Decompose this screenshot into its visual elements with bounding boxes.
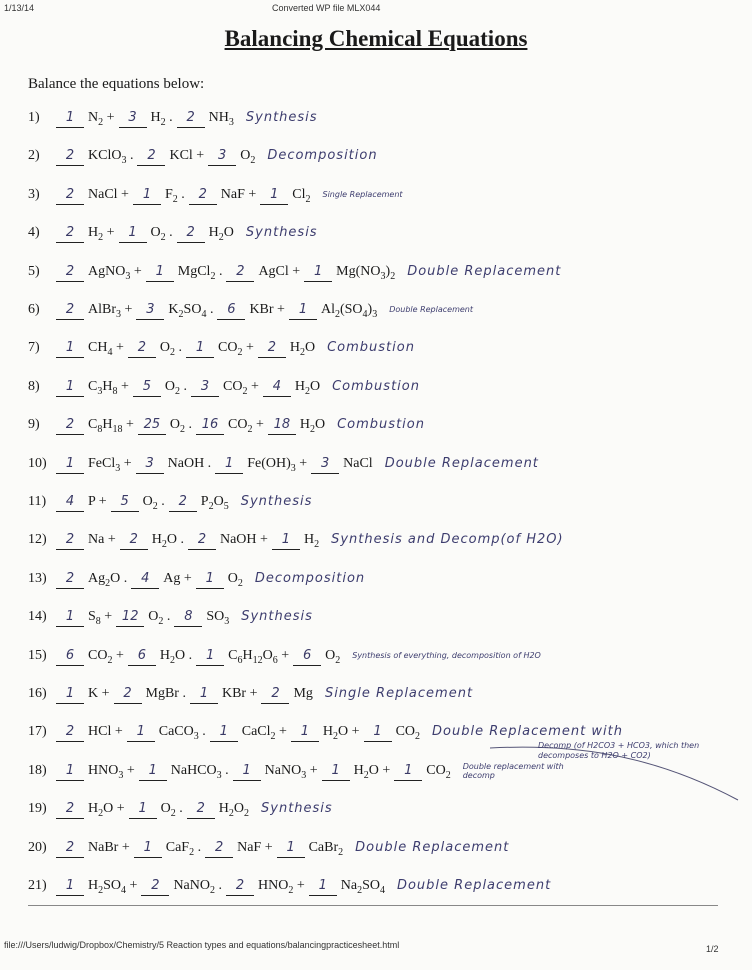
equation-number: 18) — [28, 762, 47, 778]
formula-term: $H_2O_2$ — [218, 801, 250, 819]
equation-row — [28, 490, 312, 514]
formula-term: MgCl$_2$ . — [177, 263, 223, 282]
coefficient-blank[interactable]: 1 — [196, 647, 224, 666]
equation-row — [28, 605, 313, 629]
reaction-type-note: Combustion — [327, 340, 415, 356]
formula-term: $S_8$ + — [88, 609, 113, 627]
coefficient-blank[interactable]: 4 — [131, 570, 159, 589]
formula-term: CaF$_2$ . — [165, 839, 202, 858]
formula-term: P + — [88, 494, 107, 509]
coefficient-blank[interactable]: 1 — [364, 723, 392, 742]
coefficient-blank[interactable]: 3 — [119, 109, 147, 128]
equation-number: 9) — [28, 417, 40, 433]
equation-number: 16) — [28, 686, 47, 701]
coefficient-blank[interactable]: 5 — [111, 493, 139, 512]
equation-row — [28, 644, 682, 668]
reaction-type-note: Synthesis — [245, 110, 318, 125]
coefficient-blank[interactable]: 2 — [169, 493, 197, 512]
equation-number: 2) — [28, 148, 40, 164]
formula-term: $O_2$ . — [148, 609, 171, 627]
coefficient-blank[interactable]: 2 — [128, 339, 156, 358]
formula-term: $Ag_2O$ . — [88, 570, 128, 589]
coefficient-blank[interactable]: 3 — [208, 147, 236, 166]
formula-term: $NH_3$ — [208, 110, 234, 128]
coefficient-blank[interactable]: 2 — [187, 800, 215, 819]
coefficient-blank[interactable]: 8 — [174, 608, 202, 627]
coefficient-blank[interactable]: 1 — [146, 263, 174, 282]
coefficient-blank[interactable]: 1 — [56, 378, 84, 397]
formula-term: CaCO$_3$ . — [158, 724, 206, 743]
coefficient-blank[interactable]: 1 — [56, 762, 84, 781]
equation-row — [28, 221, 318, 245]
coefficient-blank[interactable]: 6 — [128, 647, 156, 666]
formula-term: $CO_2$ + — [223, 378, 259, 397]
reaction-type-note: Single Replacement — [324, 686, 474, 701]
reaction-type-note: Synthesis — [240, 494, 313, 509]
header-date: 1/13/14 — [4, 3, 35, 13]
reaction-type-note: Decomposition — [254, 570, 366, 586]
formula-term: KBr + — [249, 302, 285, 317]
coefficient-blank[interactable]: 3 — [191, 378, 219, 397]
coefficient-blank[interactable]: 1 — [139, 762, 167, 781]
reaction-type-note: Single Replacement — [322, 190, 403, 200]
coefficient-blank[interactable]: 6 — [293, 647, 321, 666]
coefficient-blank[interactable]: 2 — [56, 839, 84, 858]
coefficient-blank[interactable]: 2 — [56, 186, 84, 205]
reaction-type-note: Synthesis — [261, 801, 333, 817]
formula-term: $H_2$ + — [88, 225, 115, 243]
formula-term: $O_2$ . — [159, 340, 182, 359]
formula-term: $H_2$ — [303, 532, 320, 551]
coefficient-blank[interactable]: 1 — [394, 762, 422, 781]
coefficient-blank[interactable]: 1 — [210, 723, 238, 742]
coefficient-blank[interactable]: 6 — [56, 647, 84, 666]
coefficient-blank[interactable]: 1 — [129, 800, 157, 819]
equation-number: 7) — [28, 340, 40, 356]
reaction-type-note: Decomposition — [267, 148, 378, 164]
equation-row — [28, 413, 425, 437]
coefficient-blank[interactable]: 2 — [261, 685, 289, 704]
equation-row — [28, 874, 551, 898]
formula-term: $H_2O$ + — [88, 801, 125, 819]
coefficient-blank[interactable]: 1 — [56, 109, 84, 128]
equation-number: 8) — [28, 378, 40, 394]
equation-row — [28, 144, 378, 168]
equation-number: 12) — [28, 532, 47, 548]
formula-term: $CO_2$ + — [88, 647, 124, 666]
page-title: Balancing Chemical Equations — [224, 26, 528, 51]
coefficient-blank[interactable]: 1 — [190, 685, 218, 704]
coefficient-blank[interactable]: 1 — [196, 570, 224, 589]
formula-term: $O_2$ . — [169, 417, 192, 435]
coefficient-blank[interactable]: 1 — [289, 301, 317, 320]
equation-number: 19) — [28, 801, 47, 817]
formula-term: AgNO$_3$ + — [88, 263, 142, 282]
coefficient-blank[interactable]: 2 — [188, 531, 216, 550]
coefficient-blank[interactable]: 1 — [56, 339, 84, 358]
coefficient-blank[interactable]: 1 — [127, 723, 155, 742]
formula-term: CaCl$_2$ + — [241, 724, 287, 743]
coefficient-blank[interactable]: 1 — [56, 685, 84, 704]
formula-term: $H_2O$ + — [353, 762, 391, 781]
coefficient-blank[interactable]: 25 — [138, 416, 166, 435]
coefficient-blank[interactable]: 1 — [304, 263, 332, 282]
reaction-type-note: Double Replacement with — [432, 724, 623, 740]
reaction-type-note: Combustion — [337, 417, 425, 433]
equation-row — [28, 528, 564, 552]
coefficient-blank[interactable]: 2 — [205, 839, 233, 858]
reaction-type-note: Synthesis and Decomp(of H2O) — [331, 532, 564, 548]
formula-term: $SO_3$ — [206, 609, 230, 627]
formula-term: $P_2O_5$ — [200, 494, 229, 512]
coefficient-blank[interactable]: 2 — [226, 877, 254, 896]
formula-term: AgCl + — [258, 263, 301, 279]
coefficient-blank[interactable]: 2 — [56, 570, 84, 589]
equation-row — [28, 183, 443, 207]
equation-row — [28, 375, 420, 399]
equation-row — [28, 567, 365, 591]
coefficient-blank[interactable]: 2 — [56, 301, 84, 320]
formula-term: $O_2$ . — [142, 494, 165, 512]
coefficient-blank[interactable]: 16 — [196, 416, 224, 435]
coefficient-blank[interactable]: 1 — [186, 339, 214, 358]
coefficient-blank[interactable]: 3 — [136, 301, 164, 320]
coefficient-blank[interactable]: 2 — [56, 263, 84, 282]
formula-term: NaCl + — [88, 186, 129, 202]
formula-term: $H_2O$ — [289, 340, 316, 359]
coefficient-blank[interactable]: 1 — [215, 455, 243, 474]
equation-number: 4) — [28, 225, 40, 241]
coefficient-blank[interactable]: 2 — [177, 109, 205, 128]
equation-number: 10) — [28, 455, 47, 471]
formula-term: $H_2O$ . — [159, 647, 193, 666]
reaction-type-note: Double Replacement — [384, 455, 539, 471]
formula-term: NaCl — [343, 455, 373, 471]
equation-number: 14) — [28, 609, 47, 625]
formula-term: HCl + — [88, 724, 123, 740]
formula-term: NaF + — [237, 839, 273, 855]
coefficient-blank[interactable]: 2 — [56, 147, 84, 166]
coefficient-blank[interactable]: 1 — [233, 762, 261, 781]
equation-number: 20) — [28, 839, 47, 855]
coefficient-blank[interactable]: 2 — [177, 224, 205, 243]
equation-row — [28, 720, 623, 744]
formula-term: Na + — [88, 532, 116, 548]
formula-term: $K_2SO_4$ . — [168, 302, 214, 320]
formula-term: AlBr$_3$ + — [88, 302, 133, 320]
formula-term: $HNO_2$ + — [257, 878, 305, 896]
formula-term: $H_2O$ + — [322, 724, 360, 743]
equation-number: 3) — [28, 186, 40, 202]
coefficient-blank[interactable]: 1 — [291, 723, 319, 742]
coefficient-blank[interactable]: 2 — [120, 531, 148, 550]
coefficient-blank[interactable]: 6 — [217, 301, 245, 320]
coefficient-blank[interactable]: 3 — [311, 455, 339, 474]
formula-term: $F_2$ . — [164, 186, 185, 205]
formula-term: $Al_2(SO_4)_3$ — [320, 302, 378, 320]
equation-number: 13) — [28, 570, 47, 586]
formula-term: $O_2$ — [325, 647, 341, 666]
coefficient-blank[interactable]: 1 — [322, 762, 350, 781]
equation-number: 21) — [28, 878, 47, 893]
reaction-type-note: Double Replacement — [407, 263, 562, 279]
reaction-type-note: Synthesis — [245, 225, 318, 241]
coefficient-blank[interactable]: 1 — [56, 877, 84, 896]
formula-term: Ag + — [163, 570, 192, 586]
formula-term: $H_2O$ — [299, 417, 326, 435]
formula-term: $H_2SO_4$ + — [88, 878, 138, 896]
formula-term: $O_2$ . — [164, 378, 187, 397]
formula-term: $O_2$ . — [150, 225, 173, 243]
formula-term: NaNO$_2$ . — [173, 878, 222, 896]
formula-term: $CO_2$ — [395, 724, 421, 743]
equation-row — [28, 336, 415, 360]
formula-term: CaBr$_2$ — [308, 839, 344, 858]
coefficient-blank[interactable]: 2 — [56, 531, 84, 550]
equation-number: 6) — [28, 302, 40, 317]
formula-term: $Na_2SO_4$ — [340, 878, 385, 896]
coefficient-blank[interactable]: 2 — [137, 147, 165, 166]
coefficient-blank[interactable]: 2 — [226, 263, 254, 282]
instructions: Balance the equations below: — [28, 76, 205, 92]
header-converted-label: Converted WP file MLX044 — [272, 3, 381, 13]
reaction-type-note: Combustion — [332, 378, 420, 394]
formula-term: NaNO$_3$ + — [264, 762, 318, 781]
reaction-type-note: Double Replacement — [396, 878, 552, 893]
formula-term: $H_2$ . — [150, 110, 173, 128]
coefficient-blank[interactable]: 2 — [114, 685, 142, 704]
equation-number: 1) — [28, 110, 40, 125]
coefficient-blank[interactable]: 1 — [133, 186, 161, 205]
coefficient-blank[interactable]: 2 — [141, 877, 169, 896]
coefficient-blank[interactable]: 4 — [56, 493, 84, 512]
formula-term: $O_2$ . — [160, 801, 183, 819]
formula-term: $CO_2$ — [426, 762, 451, 781]
reaction-type-note: Synthesis — [241, 609, 313, 625]
equation-number: 11) — [28, 494, 47, 509]
formula-term: $O_2$ — [227, 570, 243, 589]
reaction-type-note: Double Replacement — [389, 305, 474, 315]
formula-term: K + — [88, 686, 110, 701]
coefficient-blank[interactable]: 1 — [272, 531, 300, 550]
formula-term: NaHCO$_3$ . — [170, 762, 229, 781]
side-annotation: Decomp (of H2CO3 + HCO3, which then decomposes to H2O + CO2) — [538, 741, 700, 760]
formula-term: FeCl$_3$ + — [88, 455, 132, 474]
coefficient-blank[interactable]: 5 — [133, 378, 161, 397]
equation-number: 17) — [28, 724, 47, 740]
reaction-type-note: Double replacement with decomp — [462, 761, 564, 780]
coefficient-blank[interactable]: 1 — [119, 224, 147, 243]
formula-term: $C_6H_{12}O_6$ + — [228, 647, 290, 666]
formula-term: NaBr + — [88, 839, 130, 855]
formula-term: $H_2O$ — [294, 378, 321, 397]
equation-row — [28, 298, 509, 322]
equation-number: 15) — [28, 647, 47, 663]
formula-term: $Cl_2$ — [292, 186, 311, 205]
formula-term: $Fe(OH)_3$ + — [247, 455, 308, 474]
formula-term: KBr + — [221, 686, 258, 701]
coefficient-blank[interactable]: 2 — [56, 723, 84, 742]
formula-term: $HNO_3$ + — [88, 762, 135, 781]
formula-term: KCl + — [169, 148, 205, 164]
formula-term: $O_2$ — [240, 148, 256, 167]
coefficient-blank[interactable]: 1 — [56, 455, 84, 474]
formula-term: KClO$_3$ . — [88, 148, 134, 167]
coefficient-blank[interactable]: 2 — [56, 800, 84, 819]
formula-term: Mg — [293, 686, 313, 701]
formula-term: MgBr . — [145, 686, 186, 701]
coefficient-blank[interactable]: 1 — [277, 839, 305, 858]
coefficient-blank[interactable]: 18 — [268, 416, 296, 435]
formula-term: $CO_2$ + — [228, 417, 264, 435]
coefficient-blank[interactable]: 1 — [309, 877, 337, 896]
formula-term: $H_2O$ — [208, 225, 234, 243]
coefficient-blank[interactable]: 2 — [56, 416, 84, 435]
coefficient-blank[interactable]: 1 — [260, 186, 288, 205]
formula-term: $CO_2$ + — [217, 340, 254, 359]
equation-row — [28, 106, 318, 130]
coefficient-blank[interactable]: 4 — [263, 378, 291, 397]
footer-file-path: file:///Users/ludwig/Dropbox/Chemistry/5 Reaction types and equations/balancingpracticesheet.html — [4, 940, 400, 950]
formula-term: NaF + — [220, 186, 257, 202]
formula-term: $H_2O$ . — [151, 532, 184, 551]
equation-row — [28, 682, 473, 706]
coefficient-blank[interactable]: 1 — [56, 608, 84, 627]
equation-row — [28, 836, 509, 860]
coefficient-blank[interactable]: 2 — [56, 224, 84, 243]
coefficient-blank[interactable]: 1 — [134, 839, 162, 858]
formula-term: $C_8H_{18}$ + — [88, 417, 134, 435]
formula-term: $N_2$ + — [88, 110, 115, 128]
formula-term: NaOH . — [167, 455, 212, 471]
footer-divider — [28, 905, 718, 906]
footer-page-number: 1/2 — [706, 944, 719, 954]
equation-row — [28, 452, 539, 476]
equation-row — [28, 797, 333, 821]
formula-term: $C_3H_8$ + — [88, 378, 129, 397]
coefficient-blank[interactable]: 2 — [189, 186, 217, 205]
equation-row — [28, 260, 561, 284]
reaction-type-note: Double Replacement — [355, 839, 510, 855]
coefficient-blank[interactable]: 2 — [258, 339, 286, 358]
formula-term: $Mg(NO_3)_2$ — [336, 263, 396, 282]
coefficient-blank[interactable]: 3 — [136, 455, 164, 474]
coefficient-blank[interactable]: 12 — [116, 608, 144, 627]
formula-term: NaOH + — [219, 532, 268, 548]
formula-term: $CH_4$ + — [88, 340, 124, 359]
equation-number: 5) — [28, 263, 40, 279]
reaction-type-note: Synthesis of everything, decomposition of H2O — [352, 650, 541, 660]
